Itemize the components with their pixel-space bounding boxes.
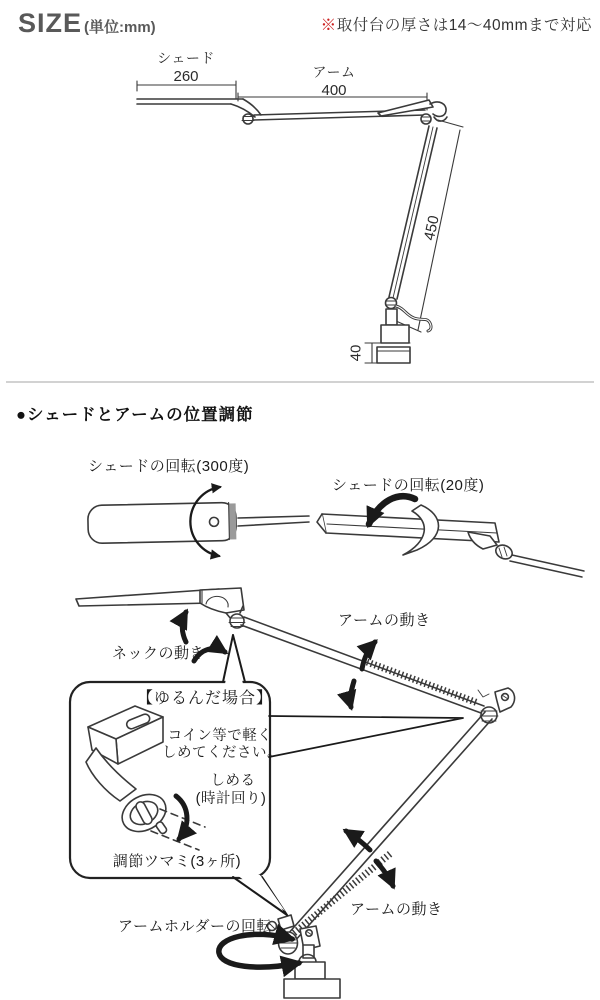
shade-top-view <box>88 487 309 556</box>
size-title-unit: (単位:mm) <box>84 19 156 36</box>
clamp-dim-value: 40 <box>347 344 365 362</box>
lower-arm-motion-label: アームの動き <box>350 901 443 918</box>
bubble-tail-right-mask <box>272 719 440 754</box>
mount-thickness-note <box>321 13 592 35</box>
upper-arm-motion-label: アームの動き <box>338 612 431 629</box>
upper-arm-down-arrow <box>350 681 354 707</box>
lower-arm-dim-value: 450 <box>420 213 443 242</box>
shade-tilt-view <box>317 496 584 577</box>
shade-rotation-300-label: シェードの回転(300度) <box>88 458 250 475</box>
shade-cord <box>238 516 309 526</box>
tilt-arm <box>510 555 584 577</box>
neck-motion-label: ネックの動き <box>112 645 206 662</box>
shade-body <box>88 502 237 543</box>
shade-rotation-20-label: シェードの回転(20度) <box>332 477 485 494</box>
holder-rotation-label: アームホルダーの回転 <box>118 918 272 935</box>
callout-knob-label: 調節ツマミ(3ヶ所) <box>112 853 242 870</box>
callout-tighten-line1: しめる <box>210 773 256 789</box>
callout-title: 【ゆるんだ場合】 <box>136 690 274 707</box>
callout-instruction-line1: コイン等で軽く <box>167 728 273 744</box>
neck-up-arrow <box>182 612 186 642</box>
shade-dim-value: 260 <box>173 68 199 85</box>
adjust-section-heading: ●シェードとアームの位置調節 <box>16 406 254 424</box>
arm-dim-value: 400 <box>321 82 347 99</box>
callout-instruction-line2: しめてください。 <box>162 745 282 761</box>
note-asterisk-mark: ※ <box>320 17 337 34</box>
dimension-lines <box>137 81 463 363</box>
arm-holder-base <box>268 915 341 998</box>
size-title-word: SIZE <box>18 8 83 38</box>
shade-dim-label: シェード <box>157 50 215 66</box>
note-text: 取付台の厚さは14〜40mmまで対応 <box>336 17 592 34</box>
upper-arm-profile <box>254 100 433 120</box>
main-shade <box>76 588 244 619</box>
arm-dim-label: アーム <box>312 64 356 80</box>
size-drawing <box>137 81 463 363</box>
shade-side-profile <box>137 99 261 124</box>
clamp-base-profile <box>377 298 410 364</box>
lower-arm-up-arrow <box>346 831 370 850</box>
lower-arm-down-arrow <box>376 861 393 886</box>
size-title <box>18 8 156 39</box>
callout-tighten-line2: (時計回り) <box>195 791 267 807</box>
